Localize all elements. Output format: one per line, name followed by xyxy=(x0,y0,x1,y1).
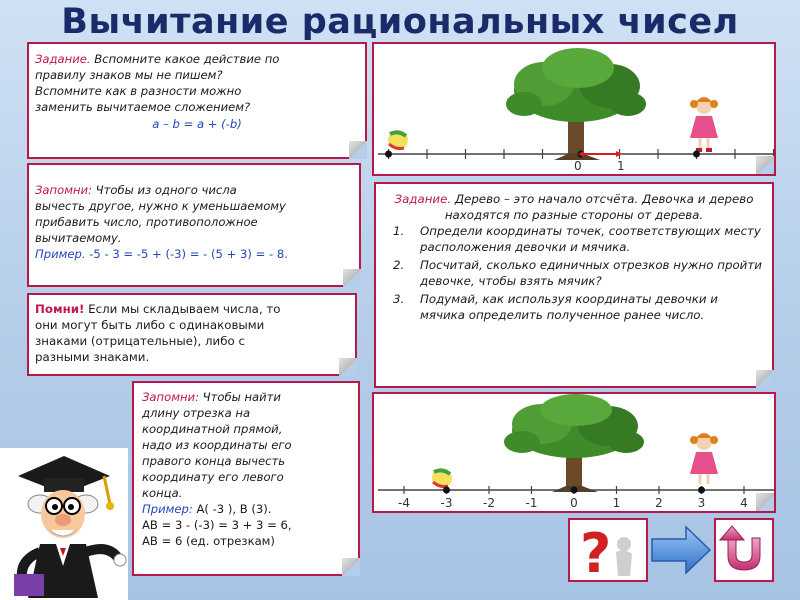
card-line: вычитаемому. xyxy=(35,231,122,245)
tick-label: -4 xyxy=(398,496,410,510)
card-line: координату его левого xyxy=(142,470,284,484)
number-line-scene-top xyxy=(374,44,776,176)
card-line: разными знаками. xyxy=(35,350,150,364)
tick-label: -2 xyxy=(483,496,495,510)
example-text: -5 - 3 = -5 + (-3) = - (5 + 3) = - 8. xyxy=(85,247,288,261)
tick-label: 4 xyxy=(740,496,748,510)
svg-text:?: ? xyxy=(580,522,612,580)
professor-icon xyxy=(0,448,128,600)
question-mark-icon xyxy=(570,520,646,580)
remember-card-addition xyxy=(27,293,357,376)
tick-label: -3 xyxy=(440,496,453,510)
card-line xyxy=(35,182,353,198)
number-line-panel-top xyxy=(372,42,776,176)
tick-label-0: 0 xyxy=(574,159,582,173)
number-line-panel-bottom xyxy=(372,392,776,513)
card-line: они могут быть либо с одинаковыми xyxy=(35,318,265,332)
tick-label: 3 xyxy=(697,496,706,510)
next-button[interactable] xyxy=(650,525,712,575)
card-line: длину отрезка на xyxy=(142,406,251,420)
girl-position-dot xyxy=(693,151,700,158)
card-line xyxy=(35,51,359,67)
tick-label-1: 1 xyxy=(617,159,625,173)
u-turn-return-icon xyxy=(716,520,772,580)
girl-position-dot xyxy=(698,487,705,494)
rule-card-subtraction xyxy=(27,163,361,287)
task-list xyxy=(408,223,766,323)
arrow-right-icon xyxy=(650,525,712,575)
card-text: Чтобы найти xyxy=(198,390,281,404)
help-button[interactable] xyxy=(568,518,648,582)
rule-label: Запомни: xyxy=(35,183,92,197)
remember-label: Помни! xyxy=(35,302,85,316)
task-label: Задание. xyxy=(35,52,91,66)
ball-position-dot xyxy=(443,487,450,494)
rule-label: Запомни: xyxy=(142,390,199,404)
origin-dot xyxy=(571,487,578,494)
card-line: Вспомните как в разности можно xyxy=(35,84,242,98)
tree-icon xyxy=(506,48,646,122)
card-text: Если мы складываем числа, то xyxy=(84,302,281,316)
card-line xyxy=(35,301,349,317)
task-card-action-sign xyxy=(27,42,367,159)
card-line: правого конца вычесть xyxy=(142,454,286,468)
girl-icon xyxy=(690,97,718,152)
calc-line: АВ = 6 (ед. отрезкам) xyxy=(142,534,275,548)
task-intro xyxy=(382,191,766,223)
example-label: Пример: xyxy=(142,502,193,516)
tick-label: 0 xyxy=(570,496,578,510)
task-item: 1. Определи координаты точек, соответствующих месту расположения девочки и мячика. xyxy=(408,223,766,255)
card-line: надо из координаты его xyxy=(142,438,292,452)
example-label: Пример. xyxy=(35,247,86,261)
tick-label: 1 xyxy=(612,496,621,510)
card-line: заменить вычитаемое сложением? xyxy=(35,100,251,114)
professor-illustration xyxy=(0,448,128,600)
number-line-scene-bottom xyxy=(374,394,776,513)
task-item: 3. Подумай, как используя координаты девочки и мячика определить полученное ранее число. xyxy=(408,291,766,323)
formula: a – b = a + (-b) xyxy=(152,117,242,131)
task-item: 2. Посчитай, сколько единичных отрезков нужно пройти девочке, чтобы взять мячик? xyxy=(408,257,766,289)
card-line: вычесть другое, нужно к уменьшаемому xyxy=(35,199,286,213)
card-line: знаками (отрицательные), либо с xyxy=(35,334,245,348)
tick-label: -1 xyxy=(525,496,538,510)
return-button[interactable] xyxy=(714,518,774,582)
card-line: конца. xyxy=(142,486,183,500)
rule-card-segment-length xyxy=(132,381,360,576)
example-text: А( -3 ), В (3). xyxy=(192,502,272,516)
card-text: Чтобы из одного числа xyxy=(91,183,237,197)
task-card-tree-origin xyxy=(374,182,774,388)
example-line xyxy=(142,501,352,517)
card-text: Вспомните какое действие по xyxy=(90,52,280,66)
card-line: координатной прямой, xyxy=(142,422,283,436)
task-label: Задание. xyxy=(394,192,452,206)
example-line xyxy=(35,246,353,262)
page-title: Вычитание рациональных чисел xyxy=(61,2,739,42)
tree-icon xyxy=(504,394,644,458)
card-line xyxy=(142,389,352,405)
tick-label: 2 xyxy=(655,496,663,510)
calc-line: АВ = 3 - (-3) = 3 + 3 = 6, xyxy=(142,518,292,532)
ball-position-dot xyxy=(385,151,392,158)
ball-icon xyxy=(388,130,408,150)
girl-icon xyxy=(690,433,718,484)
card-line: правилу знаков мы не пишем? xyxy=(35,68,223,82)
ball-icon xyxy=(432,468,452,488)
task-intro-text: Дерево – это начало отсчёта. Девочка и дерево находятся по разные стороны от дерева. xyxy=(444,192,754,222)
card-line: прибавить число, противоположное xyxy=(35,215,258,229)
